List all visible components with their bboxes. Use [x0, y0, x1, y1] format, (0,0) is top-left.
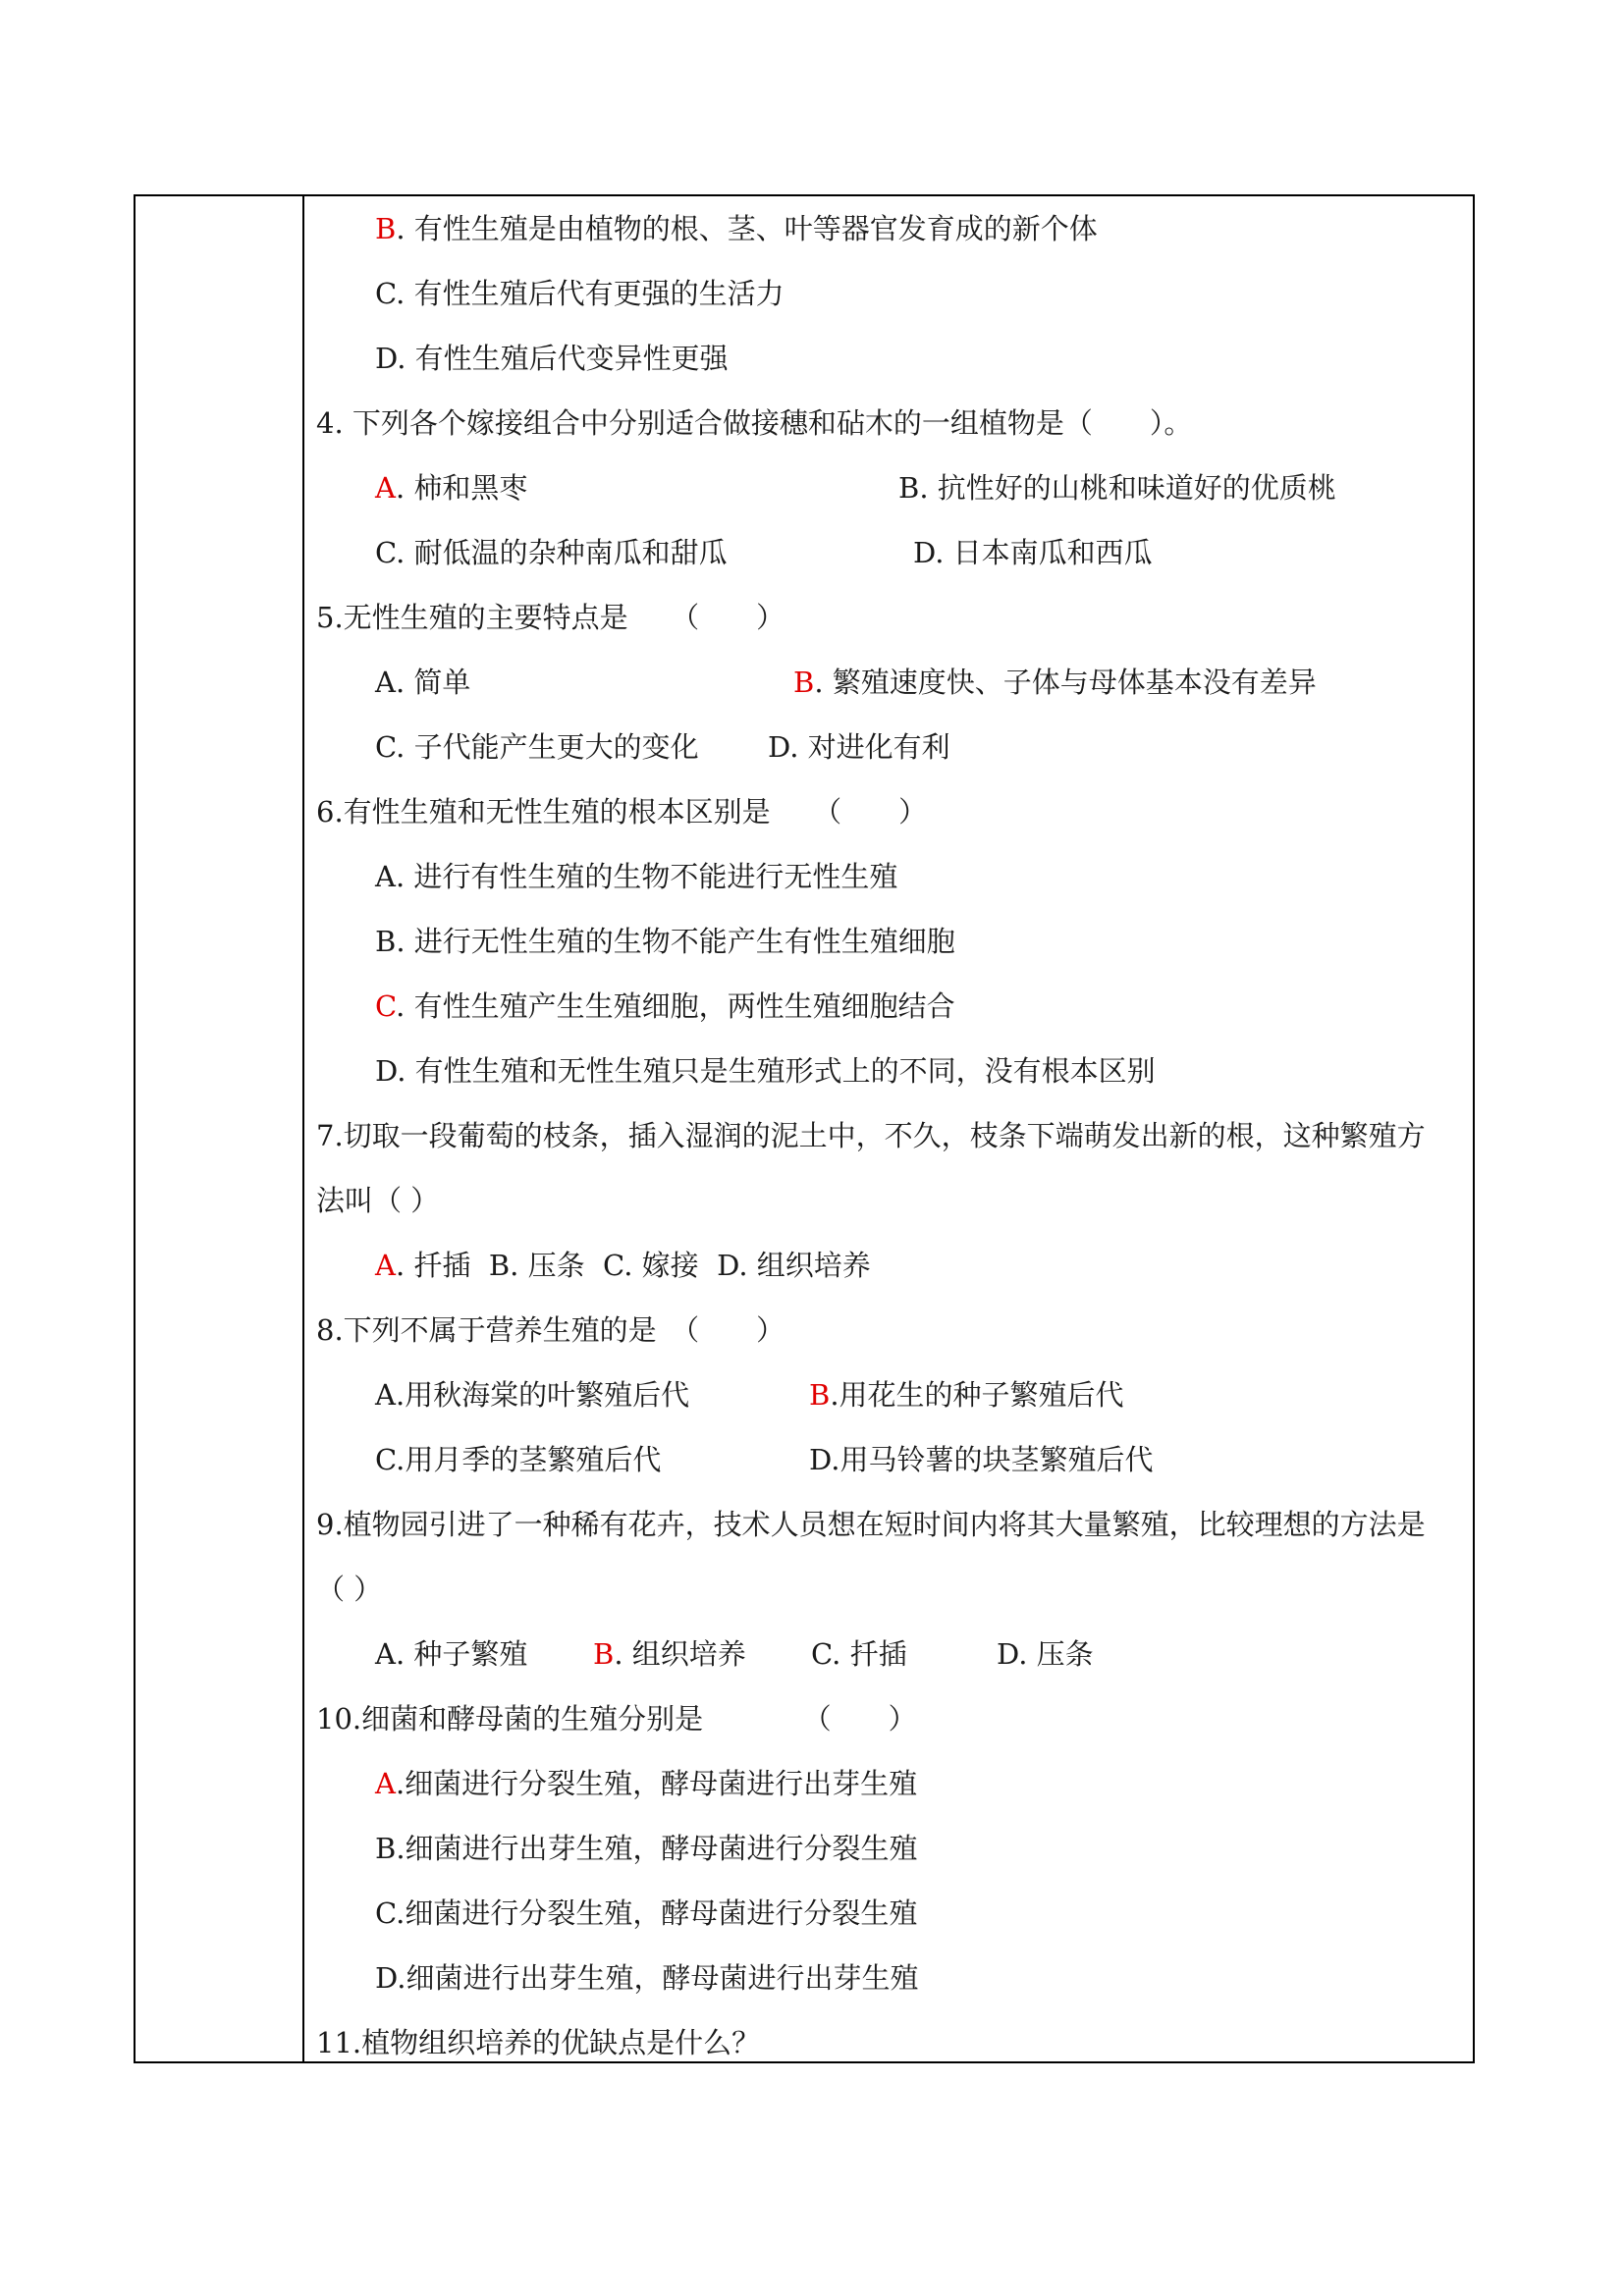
q6-option-a: A. 进行有性生殖的生物不能进行无性生殖	[375, 860, 898, 893]
q5-option-b: B. 繁殖速度快、子体与母体基本没有差异	[793, 666, 1317, 699]
q6-option-c: C. 有性生殖产生生殖细胞，两性生殖细胞结合	[375, 989, 955, 1023]
q4-stem: 4. 下列各个嫁接组合中分别适合做接穗和砧木的一组植物是（ ）。	[316, 406, 1193, 440]
column-divider	[302, 196, 304, 2061]
q7-stem-line1: 7.切取一段葡萄的枝条，插入湿润的泥土中，不久，枝条下端萌发出新的根，这种繁殖方	[316, 1119, 1426, 1152]
q9-stem-line2: （ ）	[316, 1573, 383, 1606]
q5-option-a: A. 简单	[375, 666, 471, 699]
q10-option-c: C.细菌进行分裂生殖，酵母菌进行分裂生殖	[375, 1896, 918, 1930]
q7-stem-line2: 法叫（ ）	[316, 1184, 440, 1217]
q8-option-b: B.用花生的种子繁殖后代	[809, 1378, 1124, 1412]
q4-option-d: D. 日本南瓜和西瓜	[913, 536, 1153, 569]
q6-option-b: B. 进行无性生殖的生物不能产生有性生殖细胞	[375, 925, 955, 958]
q11-stem: 11.植物组织培养的优缺点是什么？	[316, 2026, 761, 2059]
q5-option-c: C. 子代能产生更大的变化	[375, 730, 699, 764]
q8-option-a: A.用秋海棠的叶繁殖后代	[375, 1378, 690, 1412]
q4-option-c: C. 耐低温的杂种南瓜和甜瓜	[375, 536, 728, 569]
q6-stem: 6.有性生殖和无性生殖的根本区别是 （ ）	[316, 795, 928, 828]
q10-option-a: A.细菌进行分裂生殖，酵母菌进行出芽生殖	[375, 1767, 918, 1800]
q3-option-b: B. 有性生殖是由植物的根、茎、叶等器官发育成的新个体	[375, 212, 1098, 245]
q8-option-d: D.用马铃薯的块茎繁殖后代	[809, 1443, 1154, 1476]
q9-stem-line1: 9.植物园引进了一种稀有花卉，技术人员想在短时间内将其大量繁殖，比较理想的方法是	[316, 1508, 1426, 1541]
q4-option-b: B. 抗性好的山桃和味道好的优质桃	[898, 471, 1336, 505]
q3-option-d: D. 有性生殖后代变异性更强	[375, 342, 729, 375]
worksheet-table	[134, 194, 1475, 2063]
q3-option-c: C. 有性生殖后代有更强的生活力	[375, 277, 785, 310]
q9-option-d: D. 压条	[997, 1637, 1094, 1671]
q7-options: A. 扦插 B. 压条 C. 嫁接 D. 组织培养	[375, 1249, 871, 1282]
q8-option-c: C.用月季的茎繁殖后代	[375, 1443, 662, 1476]
q9-option-a: A. 种子繁殖	[375, 1637, 528, 1671]
q9-option-b: B. 组织培养	[593, 1637, 746, 1671]
q8-stem: 8.下列不属于营养生殖的是 （ ）	[316, 1313, 785, 1347]
q6-option-d: D. 有性生殖和无性生殖只是生殖形式上的不同，没有根本区别	[375, 1054, 1156, 1088]
q10-option-b: B.细菌进行出芽生殖，酵母菌进行分裂生殖	[375, 1832, 918, 1865]
q5-stem: 5.无性生殖的主要特点是 （ ）	[316, 601, 785, 634]
q5-option-d: D. 对进化有利	[768, 730, 950, 764]
q9-option-c: C. 扦插	[811, 1637, 907, 1671]
q10-stem: 10.细菌和酵母菌的生殖分别是 （ ）	[316, 1702, 917, 1735]
q10-option-d: D.细菌进行出芽生殖，酵母菌进行出芽生殖	[375, 1961, 919, 1995]
q4-option-a: A. 柿和黑枣	[375, 471, 528, 505]
